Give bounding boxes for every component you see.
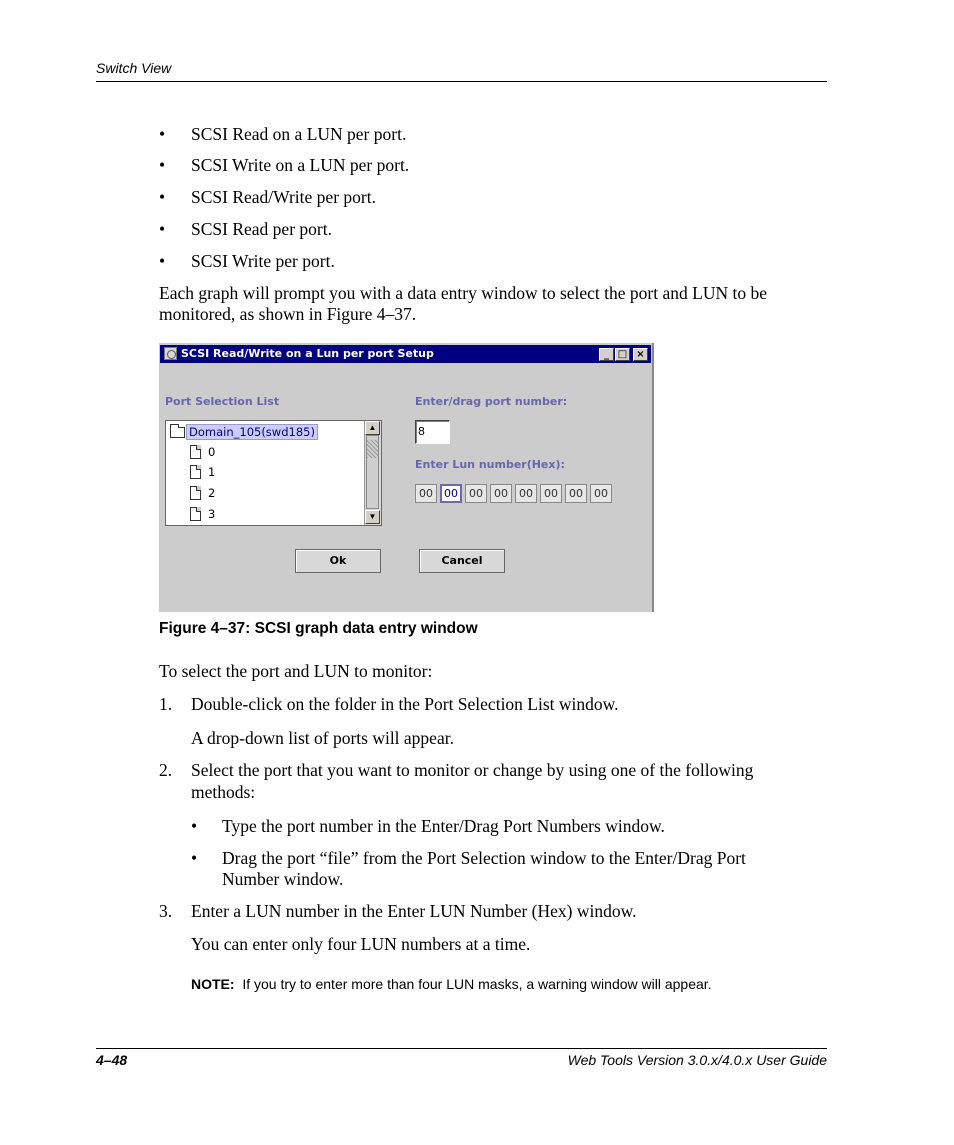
intro-paragraph-line: Each graph will prompt you with a data entry window to select the port and LUN to be bbox=[159, 283, 767, 303]
lun-hex-field[interactable]: 00 bbox=[515, 484, 537, 503]
step-note: You can enter only four LUN numbers at a time. bbox=[191, 934, 531, 954]
ok-button[interactable]: Ok bbox=[295, 549, 381, 573]
lun-hex-field[interactable]: 00 bbox=[565, 484, 587, 503]
folder-icon bbox=[170, 427, 185, 438]
note-text: If you try to enter more than four LUN masks, a warning window will appear. bbox=[242, 976, 712, 992]
bullet-mark: • bbox=[159, 155, 166, 175]
bullet-mark: • bbox=[159, 251, 166, 271]
bullet-item: SCSI Write per port. bbox=[191, 251, 335, 271]
step-note: A drop-down list of ports will appear. bbox=[191, 728, 454, 748]
bullet-item: SCSI Read on a LUN per port. bbox=[191, 124, 407, 144]
close-button[interactable]: × bbox=[633, 348, 648, 361]
intro-paragraph-line: monitored, as shown in Figure 4–37. bbox=[159, 304, 417, 324]
port-number-input[interactable]: 8 bbox=[415, 420, 450, 444]
port-selection-label: Port Selection List bbox=[165, 395, 280, 408]
bullet-mark: • bbox=[191, 816, 198, 836]
tree-port-item[interactable]: 3 bbox=[208, 507, 216, 521]
lun-hex-field[interactable]: 00 bbox=[440, 484, 462, 503]
lun-hex-field[interactable]: 00 bbox=[490, 484, 512, 503]
maximize-button[interactable]: □ bbox=[615, 348, 630, 361]
step-number: 2. bbox=[159, 760, 173, 780]
dialog-title: SCSI Read/Write on a Lun per port Setup bbox=[181, 347, 434, 360]
bullet-mark: • bbox=[159, 124, 166, 144]
bullet-mark: • bbox=[159, 219, 166, 239]
tree-root-domain[interactable]: Domain_105(swd185) bbox=[186, 424, 318, 440]
note bbox=[191, 976, 712, 992]
running-header: Switch View bbox=[96, 60, 172, 76]
minimize-button[interactable]: _ bbox=[599, 348, 614, 361]
sub-bullet-item: Number window. bbox=[222, 869, 344, 889]
bullet-mark: • bbox=[191, 848, 198, 868]
tree-port-item[interactable]: 0 bbox=[208, 445, 216, 459]
step-text: Enter a LUN number in the Enter LUN Number (Hex) window. bbox=[191, 901, 637, 921]
scroll-down-icon[interactable]: ▼ bbox=[365, 510, 380, 524]
page-number: 4–48 bbox=[96, 1052, 128, 1068]
grip-icon bbox=[367, 440, 378, 458]
tree-port-item[interactable]: 1 bbox=[208, 465, 216, 479]
bullet-item: SCSI Read per port. bbox=[191, 219, 332, 239]
file-icon bbox=[190, 445, 201, 459]
footer-rule bbox=[96, 1048, 827, 1049]
lun-hex-field[interactable]: 00 bbox=[540, 484, 562, 503]
lun-hex-field[interactable]: 00 bbox=[465, 484, 487, 503]
app-icon bbox=[164, 347, 177, 360]
procedure-intro: To select the port and LUN to monitor: bbox=[159, 661, 433, 681]
scroll-thumb[interactable] bbox=[366, 435, 379, 509]
step-text: Double-click on the folder in the Port Selection List window. bbox=[191, 694, 619, 714]
note-label: NOTE: bbox=[191, 976, 235, 992]
figure-caption: Figure 4–37: SCSI graph data entry window bbox=[159, 620, 478, 637]
bullet-item: SCSI Write on a LUN per port. bbox=[191, 155, 410, 175]
scroll-up-icon[interactable]: ▲ bbox=[365, 421, 380, 435]
port-number-label: Enter/drag port number: bbox=[415, 395, 568, 408]
bullet-item: SCSI Read/Write per port. bbox=[191, 187, 376, 207]
sub-bullet-item: Type the port number in the Enter/Drag Port Numbers window. bbox=[222, 816, 665, 836]
sub-bullet-item: Drag the port “file” from the Port Selection window to the Enter/Drag Port bbox=[222, 848, 746, 868]
step-number: 1. bbox=[159, 694, 173, 714]
step-text: methods: bbox=[191, 782, 256, 802]
step-text: Select the port that you want to monitor or change by using one of the following bbox=[191, 760, 754, 780]
lun-hex-field[interactable]: 00 bbox=[415, 484, 437, 503]
lun-number-label: Enter Lun number(Hex): bbox=[415, 458, 565, 471]
list-scrollbar[interactable] bbox=[364, 421, 381, 525]
step-number: 3. bbox=[159, 901, 173, 921]
cancel-button[interactable]: Cancel bbox=[419, 549, 505, 573]
footer-title: Web Tools Version 3.0.x/4.0.x User Guide bbox=[567, 1052, 827, 1068]
tree-port-item[interactable]: 2 bbox=[208, 486, 216, 500]
dialog-titlebar[interactable] bbox=[160, 345, 651, 363]
file-icon bbox=[190, 465, 201, 479]
file-icon bbox=[190, 507, 201, 521]
header-rule bbox=[96, 81, 827, 82]
setup-dialog bbox=[159, 343, 654, 612]
file-icon bbox=[190, 486, 201, 500]
lun-hex-field[interactable]: 00 bbox=[590, 484, 612, 503]
bullet-mark: • bbox=[159, 187, 166, 207]
port-selection-list[interactable] bbox=[165, 420, 382, 526]
